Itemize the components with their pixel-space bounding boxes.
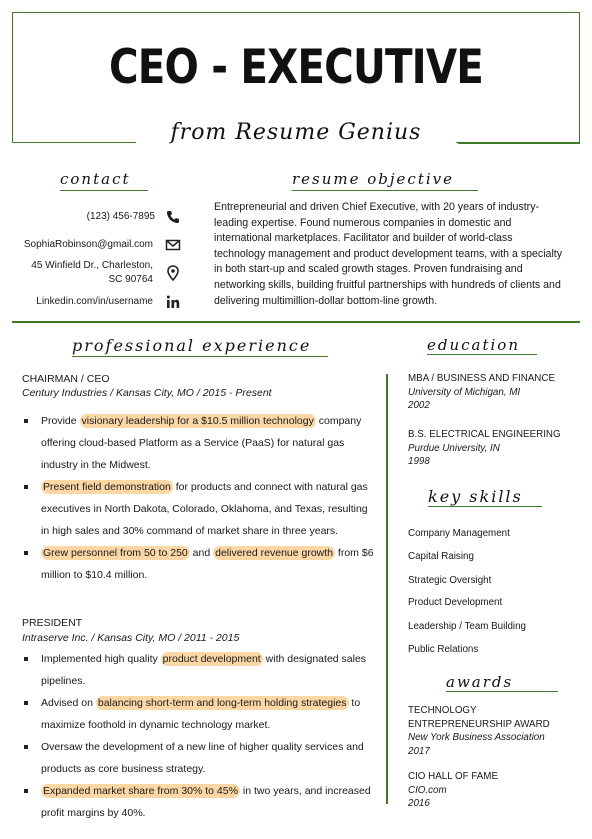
highlight: visionary leadership for a $10.5 million technology [81, 415, 314, 427]
skill-item: Product Development [408, 597, 503, 608]
awards-heading: awards [446, 673, 514, 691]
skill-item: Leadership / Team Building [408, 621, 527, 632]
column-divider [386, 374, 388, 804]
job-org: Century Industries / Kansas City, MO / 2015 - Present [22, 387, 272, 399]
school: Purdue University, IN [408, 442, 500, 454]
phone-icon [165, 209, 181, 225]
year: 1998 [408, 456, 430, 468]
job-org: Intraserve Inc. / Kansas City, MO / 2011 - 2015 [22, 632, 240, 644]
map-pin-icon [165, 265, 181, 281]
objective-heading: resume objective [292, 170, 455, 188]
experience-heading: professional experience [72, 336, 312, 355]
list-item: Expanded market share from 30% to 45% in two years, and increased profit margins by 40%. [22, 780, 376, 824]
job-title: PRESIDENT [22, 617, 83, 629]
school: University of Michigan, MI [408, 386, 521, 398]
address-line-1: 45 Winfield Dr., Charleston, [31, 260, 153, 271]
highlight: Expanded market share from 30% to 45% [43, 785, 238, 797]
education-heading: education [427, 336, 520, 354]
contact-linkedin [0, 295, 153, 309]
award-org: New York Business Association [408, 732, 545, 744]
education-heading-underline [427, 354, 537, 355]
list-item: Provide visionary leadership for a $10.5 million technology company offering cloud-based Platform as a Service (PaaS) for natural gas industry in the Midwest. [22, 410, 376, 476]
education-item [408, 428, 578, 469]
contact-email [0, 238, 153, 252]
degree: B.S. ELECTRICAL ENGINEERING [408, 429, 561, 440]
experience-heading-underline [72, 356, 328, 357]
objective-heading-underline [292, 190, 478, 191]
list-item: Implemented high quality product development with designated sales pipelines. [22, 648, 376, 692]
linkedin-text: Linkedin.com/in/username [36, 296, 153, 307]
highlight: balancing short-term and long-term holding strategies [97, 697, 347, 709]
skill-item: Capital Raising [408, 551, 474, 562]
subtitle-divider [458, 142, 580, 144]
education-item [408, 372, 578, 413]
skill-item: Public Relations [408, 644, 479, 655]
contact-phone [0, 210, 155, 224]
award-year: 2017 [408, 745, 430, 757]
email-text: SophiaRobinson@gmail.com [23, 239, 153, 250]
page-subtitle: from Resume Genius [170, 120, 422, 145]
contact-address [0, 259, 153, 287]
job-title: CHAIRMAN / CEO [22, 373, 110, 385]
highlight: Grew personnel from 50 to 250 [43, 547, 188, 559]
award-item [408, 704, 578, 758]
contact-heading: contact [60, 170, 131, 188]
skill-item: Strategic Oversight [408, 575, 492, 586]
skills-heading-underline [428, 506, 542, 507]
objective-text: Entrepreneurial and driven Chief Executive, with 20 years of industry-leading expertise. Found numerous companies in domestic and international marketplaces. Facilitator and builder of world-class technology management and product development teams, with a specialty in both start-up and scaled growth stages. Proven fundraising and networking skills, building fruitful partnerships with hundreds of clients and delivering multimillion-dollar bottom-line growth. [214, 201, 563, 307]
page-title: CEO - EXECUTIVE [108, 40, 484, 95]
year: 2002 [408, 400, 430, 412]
job-bullets [22, 410, 376, 586]
degree: MBA / BUSINESS AND FINANCE [408, 373, 555, 384]
award-title-line-1: CIO HALL OF FAME [408, 771, 499, 782]
list-item: Oversaw the development of a new line of higher quality services and products as core business strategy. [22, 736, 376, 780]
highlight: product development [162, 653, 261, 665]
award-item [408, 770, 578, 811]
address-line-2: SC 90764 [108, 274, 153, 285]
job-bullets [22, 648, 376, 824]
skill-item: Company Management [408, 528, 510, 539]
section-divider [12, 321, 580, 323]
skills-heading: key skills [428, 487, 523, 506]
phone-text: (123) 456-7895 [86, 211, 155, 222]
award-title-line-2: ENTREPRENEURSHIP AWARD [408, 718, 550, 730]
list-item: Advised on balancing short-term and long-term holding strategies to maximize foothold in dynamic technology market. [22, 692, 376, 736]
awards-heading-underline [446, 691, 558, 692]
award-year: 2016 [408, 798, 430, 810]
award-title-line-1: TECHNOLOGY [408, 705, 477, 716]
award-org: CIO.com [408, 784, 447, 796]
highlight: Present field demonstration [43, 481, 171, 493]
contact-heading-underline [60, 190, 148, 191]
mail-icon [165, 237, 181, 253]
linkedin-icon [165, 294, 181, 310]
list-item: Present field demonstration for products and connect with natural gas executives in North Dakota, Colorado, Oklahoma, and Texas, resulting in high sales and 30% command of market share in three years. [22, 476, 376, 542]
list-item: Grew personnel from 50 to 250 and delivered revenue growth from $6 million to $10.4 million. [22, 542, 376, 586]
highlight: delivered revenue growth [215, 547, 334, 559]
